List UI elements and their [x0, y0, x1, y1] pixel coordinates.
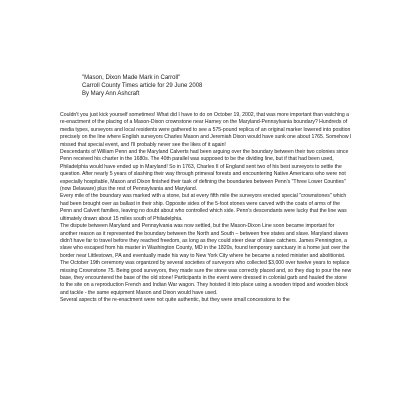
paragraph: The dispute between Maryland and Pennsylvania was now settled, but the Mason-Dixon Line soon became important for another reason as it represented the boundary between the North and South – between free states and slave. Maryland slaves didn't have far to travel before they reached freedom, as long as they could steer clear of slave catchers. James Pennington, a slave who escaped from his master in Washington County, MD in the 1820s, found temporary sanctuary in a home just over the border near Littlestown, PA and eventually made his way to New York City where he became a noted minister and abolitionist. [60, 223, 350, 259]
article-header [82, 74, 372, 98]
paragraph: Every mile of the boundary was marked with a stone, but at every fifth mile the surveyors erected special "crownstones" which had been brought over as ballast in their ship. Opposite sides of the 5-foot stones were carved with the coats of arms of the Penn and Calvert families, leaving no doubt about who controlled which side. Penn's descendants were lucky that the line was ultimately drawn about 15 miles south of Philadelphia. [60, 193, 347, 222]
article-source: Carroll County Times article for 29 June 2008 [82, 83, 203, 89]
paragraph: Couldn't you just kick yourself sometimes! What did I have to do on October 19, 2002, that was more important than watching a re-enactment of the placing of a Mason-Dixon crownstone near Harney on the Maryland-Pennsylvania boundary? Hundreds of media types, surveyors and local residents were gathered to see a 575-pound replica of an original marker lowered into position precisely on the line where English surveyors Charles Mason and Jeremiah Dixon would have sunk one about 1765. Somehow I missed that special event, and I'll probably never see the likes of it again! [60, 112, 352, 148]
paragraph: Several aspects of the re-enactment were not quite authentic, but they were small concessions to the [60, 297, 290, 304]
article-byline: By Mary Ann Ashcraft [82, 91, 140, 97]
paragraph: Descendants of William Penn and the Maryland Calverts had been arguing over the boundary between their two colonies since Penn received his charter in the 1680s. The 40th parallel was supposed to be the dividing line, but if that had been used, Philadelphia would have ended up in Maryland! So in 1763, Charles II of England sent two of his best surveyors to settle the question. After nearly 5 years of slashing their way through primeval forests and encountering Native Americans who were not especially hospitable, Mason and Dixon finished their task of defining the boundaries between Penn's "Three Lower Counties" (now Delaware) plus the rest of Pennsylvania and Maryland. [60, 149, 349, 193]
article-title: "Mason, Dixon Made Mark in Carroll" [82, 75, 181, 81]
article-body [60, 112, 352, 305]
paragraph: The October 19th ceremony was organized by several societies of surveyors who collected $3,000 over twelve years to replace missing Crownstone 75. Being good surveyors, they made sure the stone was correctly placed and, so they dug to pour the new base, they encountered the base of the old stone! Participants in the event were dressed in colonial garb and hauled the stone to the site on a reproduction French and Indian War wagon. They hoisted it into place using a wooden tripod and wooden block and tackle - the same equipment Mason and Dixon would have used. [60, 260, 352, 296]
